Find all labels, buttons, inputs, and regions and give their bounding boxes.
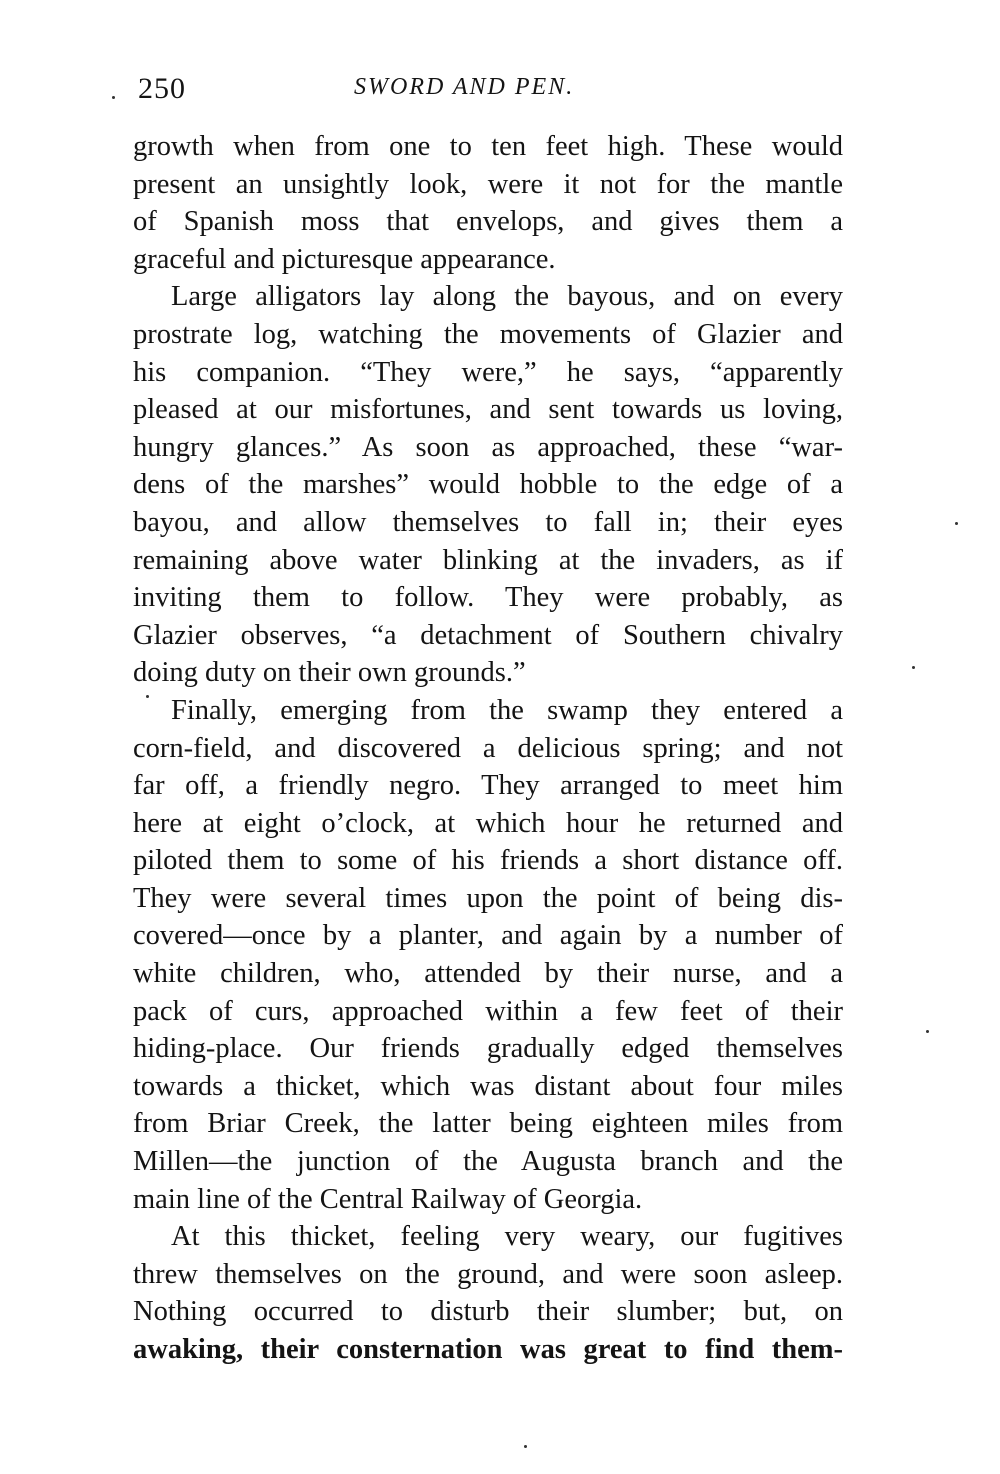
text-line: white children, who, attended by their nurse, and a xyxy=(133,958,843,990)
text-line: from Briar Creek, the latter being eighteen miles from xyxy=(133,1108,843,1140)
text-line: dens of the marshes” would hobble to the edge of a xyxy=(133,469,843,501)
page-header xyxy=(118,72,758,112)
text-line: pack of curs, approached within a few feet of their xyxy=(133,995,843,1027)
text-line: Nothing occurred to disturb their slumber; but, on xyxy=(133,1296,843,1328)
text-line: main line of the Central Railway of Georgia. xyxy=(133,1183,643,1215)
text-line: hiding-place. Our friends gradually edged themselves xyxy=(133,1033,843,1065)
text-line: covered—once by a planter, and again by a number of xyxy=(133,920,843,952)
text-line: graceful and picturesque appearance. xyxy=(133,243,556,275)
body-text xyxy=(133,128,843,1369)
text-line: bayou, and allow themselves to fall in; their eyes xyxy=(133,506,843,538)
page-number: 250 xyxy=(138,72,186,105)
text-line: hungry glances.” As soon as approached, these “war- xyxy=(133,431,843,463)
text-line: towards a thicket, which was distant about four miles xyxy=(133,1070,843,1102)
paragraph-4 xyxy=(133,1218,843,1368)
text-line: pleased at our misfortunes, and sent towards us loving, xyxy=(133,394,843,426)
text-line: prostrate log, watching the movements of Glazier and xyxy=(133,318,843,350)
text-line: At this thicket, feeling very weary, our fugitives xyxy=(171,1221,843,1253)
print-speck xyxy=(112,96,115,99)
print-speck xyxy=(912,666,915,669)
text-line: far off, a friendly negro. They arranged to meet him xyxy=(133,770,843,802)
text-line: Large alligators lay along the bayous, and on every xyxy=(171,281,843,313)
print-speck xyxy=(955,522,958,525)
text-line: Millen—the junction of the Augusta branch and the xyxy=(133,1146,843,1178)
text-line: threw themselves on the ground, and were soon asleep. xyxy=(133,1258,843,1290)
text-line: remaining above water blinking at the invaders, as if xyxy=(133,544,843,576)
text-line: awaking, their consternation was great to find them- xyxy=(133,1334,843,1365)
paragraph-1 xyxy=(133,128,843,278)
text-line: Finally, emerging from the swamp they entered a xyxy=(171,694,843,726)
running-title: SWORD AND PEN. xyxy=(354,74,575,100)
print-speck xyxy=(926,1030,929,1033)
text-line: his companion. “They were,” he says, “apparently xyxy=(133,356,843,388)
print-speck xyxy=(524,1445,527,1448)
print-speck xyxy=(146,695,149,698)
text-line: Glazier observes, “a detachment of Southern chivalry xyxy=(133,619,843,651)
text-line: corn-field, and discovered a delicious spring; and not xyxy=(133,732,843,764)
paragraph-2 xyxy=(133,278,843,692)
text-line: here at eight o’clock, at which hour he returned and xyxy=(133,807,843,839)
text-line: of Spanish moss that envelops, and gives them a xyxy=(133,206,843,238)
text-line: doing duty on their own grounds.” xyxy=(133,657,526,689)
paragraph-3 xyxy=(133,692,843,1218)
text-line: They were several times upon the point of being dis- xyxy=(133,882,843,914)
text-line: piloted them to some of his friends a short distance off. xyxy=(133,845,843,877)
text-line: inviting them to follow. They were probably, as xyxy=(133,582,843,614)
text-line: present an unsightly look, were it not for the mantle xyxy=(133,168,843,200)
text-line: growth when from one to ten feet high. These would xyxy=(133,131,843,162)
